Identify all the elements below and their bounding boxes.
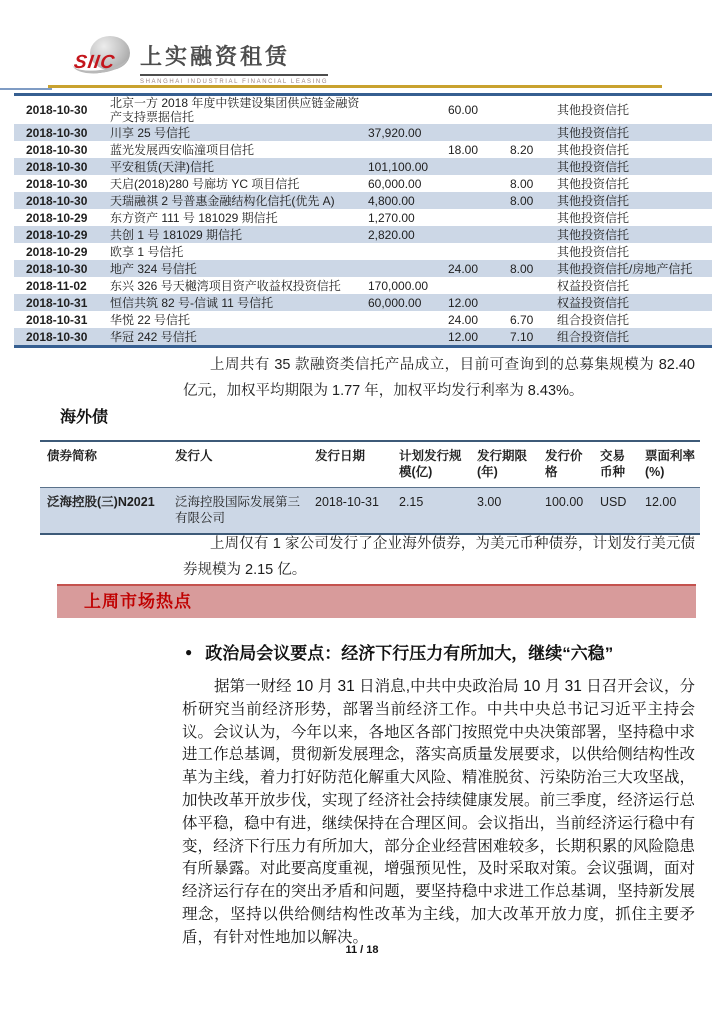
siic-logo-text: SIIC [72, 52, 117, 73]
trust-table-row [14, 192, 712, 209]
trust-cell-date: 2018-10-30 [26, 159, 88, 174]
trust-cell-name: 华冠 242 号信托 [110, 329, 197, 344]
trust-cell-amount: 2,820.00 [368, 227, 415, 242]
trust-cell-amount: 60,000.00 [368, 295, 422, 310]
header-rule-gold [48, 85, 662, 88]
trust-cell-scale: 12.00 [448, 329, 479, 344]
trust-table-row [14, 311, 712, 328]
bullet-icon: ● [185, 644, 193, 659]
bond-header-cell: 债券简称 [47, 449, 98, 463]
header-rule-blue [0, 88, 52, 90]
overseas-summary-paragraph: 上周仅有 1 家公司发行了企业海外债券，为美元币种债券，计划发行美元债券规模为 2.15 亿。 [183, 536, 695, 578]
trust-cell-type: 组合投资信托 [557, 312, 630, 327]
trust-cell-type: 其他投资信托 [557, 142, 630, 157]
trust-cell-type: 组合投资信托 [557, 329, 630, 344]
trust-cell-rate: 8.00 [510, 261, 534, 276]
trust-cell-name: 东兴 326 号天樾湾项目资产收益权投资信托 [110, 278, 341, 293]
trust-table-row [14, 209, 712, 226]
trust-cell-amount: 4,800.00 [368, 193, 415, 208]
page-number: 11 / 18 [345, 944, 379, 956]
trust-cell-type: 权益投资信托 [557, 278, 630, 293]
trust-cell-date: 2018-10-29 [26, 244, 88, 259]
overseas-bond-table-row [40, 488, 700, 533]
trust-cell-amount: 1,270.00 [368, 210, 415, 225]
trust-cell-scale: 24.00 [448, 261, 479, 276]
trust-cell-amount: 60,000.00 [368, 176, 422, 191]
trust-cell-date: 2018-10-30 [26, 125, 88, 140]
overseas-bond-table-header [40, 442, 700, 488]
trust-table-row [14, 96, 712, 124]
trust-cell-rate: 7.10 [510, 329, 534, 344]
trust-table-row [14, 277, 712, 294]
trust-cell-date: 2018-10-30 [26, 142, 88, 157]
trust-cell-amount: 37,920.00 [368, 125, 422, 140]
bond-header-cell: 发行期限(年) [477, 449, 528, 479]
bond-cell-name: 泛海控股(三)N2021 [47, 495, 155, 509]
brand-block [140, 34, 328, 85]
trust-table-row [14, 124, 712, 141]
trust-cell-name: 地产 324 号信托 [110, 261, 197, 276]
trust-cell-date: 2018-11-02 [26, 278, 87, 293]
trust-cell-name: 天瑞融祺 2 号普惠金融结构化信托(优先 A) [110, 193, 335, 208]
trust-cell-type: 其他投资信托/房地产信托 [557, 261, 693, 276]
trust-cell-scale: 60.00 [448, 103, 479, 117]
bond-header-cell: 发行价格 [545, 449, 583, 479]
bond-cell-issuer: 泛海控股国际发展第三有限公司 [175, 495, 301, 525]
trust-cell-name: 北京一方 2018 年度中铁建设集团供应链金融资产支持票据信托 [110, 96, 360, 124]
hotspot-banner-title: 上周市场热点 [84, 592, 192, 611]
bond-cell-term: 3.00 [477, 495, 502, 509]
trust-cell-date: 2018-10-29 [26, 210, 88, 225]
trust-cell-type: 其他投资信托 [557, 210, 630, 225]
trust-cell-date: 2018-10-30 [26, 261, 88, 276]
trust-cell-name: 蓝光发展西安临潼项目信托 [110, 142, 255, 157]
trust-cell-name: 恒信共筑 82 号-信诚 11 号信托 [110, 295, 274, 310]
brand-name-cn: 上实融资租赁 [140, 40, 328, 76]
bond-header-cell: 计划发行规模(亿) [399, 449, 462, 479]
hotspot-bullet-heading [185, 639, 705, 664]
bond-cell-coupon: 12.00 [645, 495, 677, 509]
trust-cell-name: 川享 25 号信托 [110, 125, 191, 140]
trust-cell-type: 其他投资信托 [557, 125, 630, 140]
trust-table-row [14, 226, 712, 243]
bond-header-cell: 发行日期 [315, 449, 366, 463]
trust-cell-name: 共创 1 号 181029 期信托 [110, 227, 243, 242]
trust-cell-type: 其他投资信托 [557, 159, 630, 174]
section-title-overseas-bonds: 海外债 [60, 409, 109, 426]
trust-summary-paragraph: 上周共有 35 款融资类信托产品成立，目前可查询到的总募集规模为 82.40 亿元，加权平均期限为 1.77 年，加权平均发行利率为 8.43%。 [183, 357, 695, 399]
trust-cell-rate: 8.20 [510, 142, 534, 157]
overseas-bond-table [40, 440, 700, 535]
trust-cell-name: 平安租赁(天津)信托 [110, 159, 214, 174]
trust-cell-date: 2018-10-30 [26, 176, 88, 191]
bond-cell-currency: USD [600, 495, 627, 509]
bond-cell-scale: 2.15 [399, 495, 424, 509]
trust-cell-date: 2018-10-30 [26, 193, 88, 208]
trust-table-body [14, 96, 712, 345]
company-logo [72, 34, 328, 85]
trust-cell-rate: 8.00 [510, 193, 534, 208]
bond-cell-price: 100.00 [545, 495, 584, 509]
trust-cell-date: 2018-10-30 [26, 329, 88, 344]
trust-cell-date: 2018-10-29 [26, 227, 88, 242]
trust-table-row [14, 260, 712, 277]
trust-cell-name: 天启(2018)280 号廊坊 YC 项目信托 [110, 176, 300, 191]
trust-cell-type: 其他投资信托 [557, 227, 630, 242]
trust-cell-name: 欧享 1 号信托 [110, 244, 184, 259]
trust-cell-name: 华悦 22 号信托 [110, 312, 191, 327]
trust-cell-amount: 101,100.00 [368, 159, 429, 174]
trust-cell-name: 东方资产 111 号 181029 期信托 [110, 210, 278, 225]
bond-header-cell: 交易币种 [600, 449, 626, 479]
trust-cell-scale: 24.00 [448, 312, 479, 327]
trust-table-row [14, 141, 712, 158]
trust-cell-type: 其他投资信托 [557, 193, 630, 208]
hotspot-body-paragraph: 据第一财经 10 月 31 日消息,中共中央政治局 10 月 31 日召开会议，分析研究当前经济形势，部署当前经济工作。中共中央总书记习近平主持会议。会议认为，今年以来，各地区各部门按照党中央决策部署，坚持稳中求进工作总基调，贯彻新发展理念，落实高质量发展要求，以供给侧结构性改革为主线，着力打好防范化解重大风险、精准脱贫、污染防治三大攻坚战，加快改革开放步伐，实现了经济社会持续健康发展。前三季度，经济运行总体平稳，稳中有进，继续保持在合理区间。会议指出，当前经济运行稳中有变，经济下行压力有所加大，部分企业经营困难较多，长期积累的风险隐患有所暴露。对此要高度重视，增强预见性，及时采取对策。会议强调，面对经济运行存在的突出矛盾和问题，要坚持稳中求进工作总基调，坚持新发展理念，坚持以供给侧结构性改革为主线，加大改革开放力度，抓住主要矛盾，有针对性地加以解决。 [182, 678, 695, 946]
trust-table-row [14, 328, 712, 345]
trust-table-row [14, 294, 712, 311]
bond-header-cell: 发行人 [175, 449, 213, 463]
trust-table-row [14, 158, 712, 175]
trust-cell-rate: 6.70 [510, 312, 534, 327]
brand-name-en: SHANGHAI INDUSTRIAL FINANCIAL LEASING [140, 79, 329, 85]
hotspot-heading-text: 政治局会议要点：经济下行压力有所加大，继续“六稳” [205, 644, 614, 663]
trust-cell-type: 其他投资信托 [557, 103, 630, 117]
trust-table [14, 93, 712, 348]
siic-logo-icon [72, 34, 132, 78]
trust-cell-type: 其他投资信托 [557, 176, 630, 191]
trust-table-row [14, 243, 712, 260]
hotspot-banner [57, 584, 696, 618]
bond-header-cell: 票面利率(%) [645, 449, 696, 479]
trust-cell-rate: 8.00 [510, 176, 534, 191]
trust-cell-date: 2018-10-31 [26, 295, 88, 310]
bond-cell-date: 2018-10-31 [315, 495, 379, 509]
trust-cell-date: 2018-10-30 [26, 103, 88, 117]
trust-cell-type: 其他投资信托 [557, 244, 630, 259]
trust-cell-scale: 12.00 [448, 295, 479, 310]
trust-cell-scale: 18.00 [448, 142, 479, 157]
trust-cell-date: 2018-10-31 [26, 312, 88, 327]
trust-table-row [14, 175, 712, 192]
trust-cell-amount: 170,000.00 [368, 278, 429, 293]
trust-cell-type: 权益投资信托 [557, 295, 630, 310]
